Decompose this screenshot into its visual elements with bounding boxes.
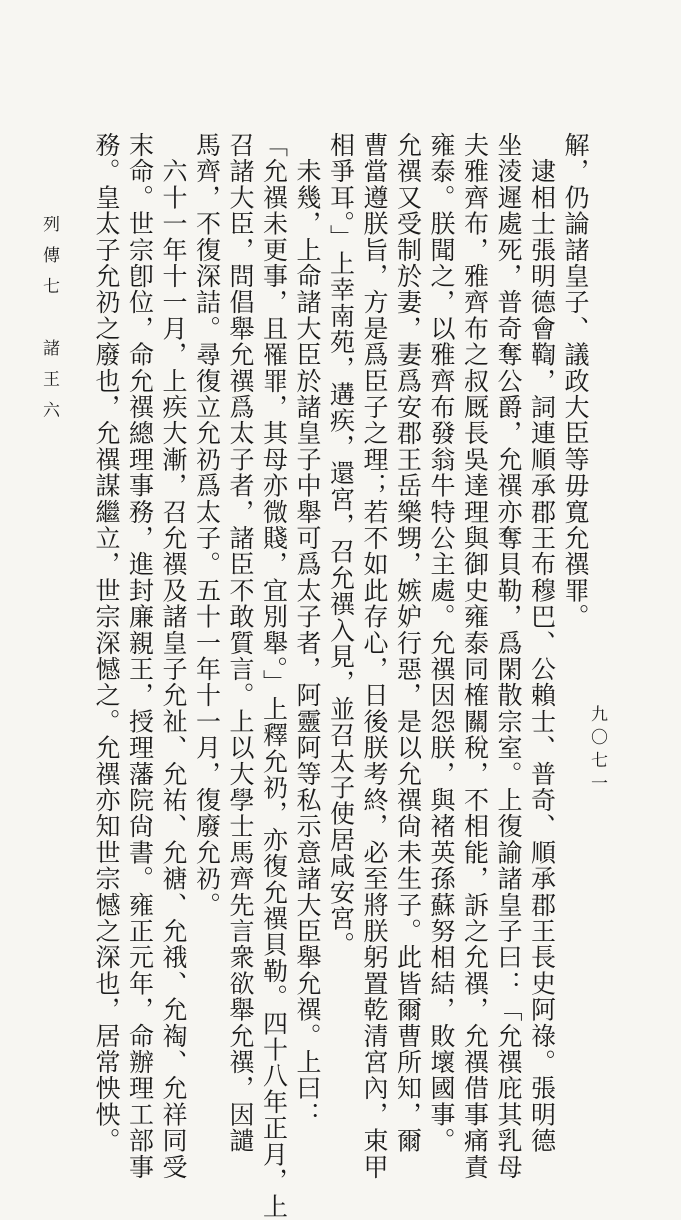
text-line: 未幾，上命諸大臣於諸皇子中舉可爲太子者，阿靈阿等私示意諸大臣舉允禩。上曰： <box>293 132 322 1128</box>
text-line: 馬齊，不復深詰。尋復立允礽爲太子。五十一年十一月，復廢允礽。 <box>192 132 222 918</box>
text-line: 曹當遵朕旨，方是爲臣子之理；若不如此存心，日後朕考終，必至將朕躬置乾清宮內，束甲 <box>360 132 389 1180</box>
running-head: 列傳七 諸王六 <box>39 215 59 432</box>
text-line: 解，仍論諸皇子、議政大臣等毋寬允禩罪。 <box>561 132 590 630</box>
page-number: 九〇七一 <box>587 705 607 797</box>
text-line: 坐淩遲處死，普奇奪公爵，允禩亦奪貝勒，爲閑散宗室。上復諭諸皇子曰：「允禩庇其乳母 <box>494 132 523 1180</box>
text-line: 末命。世宗卽位，命允禩總理事務，進封廉親王，授理藩院尙書。雍正元年，命辦理工部事 <box>125 132 155 1180</box>
text-line: 雍泰。朕聞之，以雅齊布發翁牛特公主處。允禩因怨朕，與褚英孫蘇努相結，敗壞國事。 <box>427 132 456 1154</box>
text-line: 相爭耳。」上幸南苑，遘疾，還宮，召允禩入見，並召太子使居咸安宮。 <box>326 132 356 958</box>
text-line: 夫雅齊布，雅齊布之叔厩長吳達理與御史雍泰同榷關稅，不相能，訴之允禩，允禩借事痛責 <box>460 132 490 1180</box>
text-line: 務。皇太子允礽之廢也，允禩謀繼立，世宗深憾之。允禩亦知世宗憾之深也，居常怏怏。 <box>92 132 121 1154</box>
text-line: 逮相士張明德會鞫，詞連順承郡王布穆巴、公賴士、普奇、順承郡王長史阿祿。張明德 <box>527 132 557 1154</box>
text-line: 召諸大臣，問倡舉允禩爲太子者，諸臣不敢質言。上以大學士馬齊先言衆欲舉允禩，因譴 <box>226 132 255 1154</box>
text-line: 「允禩未更事，且罹罪，其母亦微賤，宜別舉。」上釋允礽，亦復允禩貝勒。四十八年正月，上 <box>259 132 289 1220</box>
text-line: 允禩又受制於妻，妻爲安郡王岳樂甥，嫉妒行惡，是以允禩尙未生子。此皆爾曹所知，爾 <box>393 132 423 1154</box>
text-line: 六十一年十一月，上疾大漸，召允禩及諸皇子允祉、允祐、允禟、允䄉、允祹、允祥同受 <box>159 132 188 1180</box>
